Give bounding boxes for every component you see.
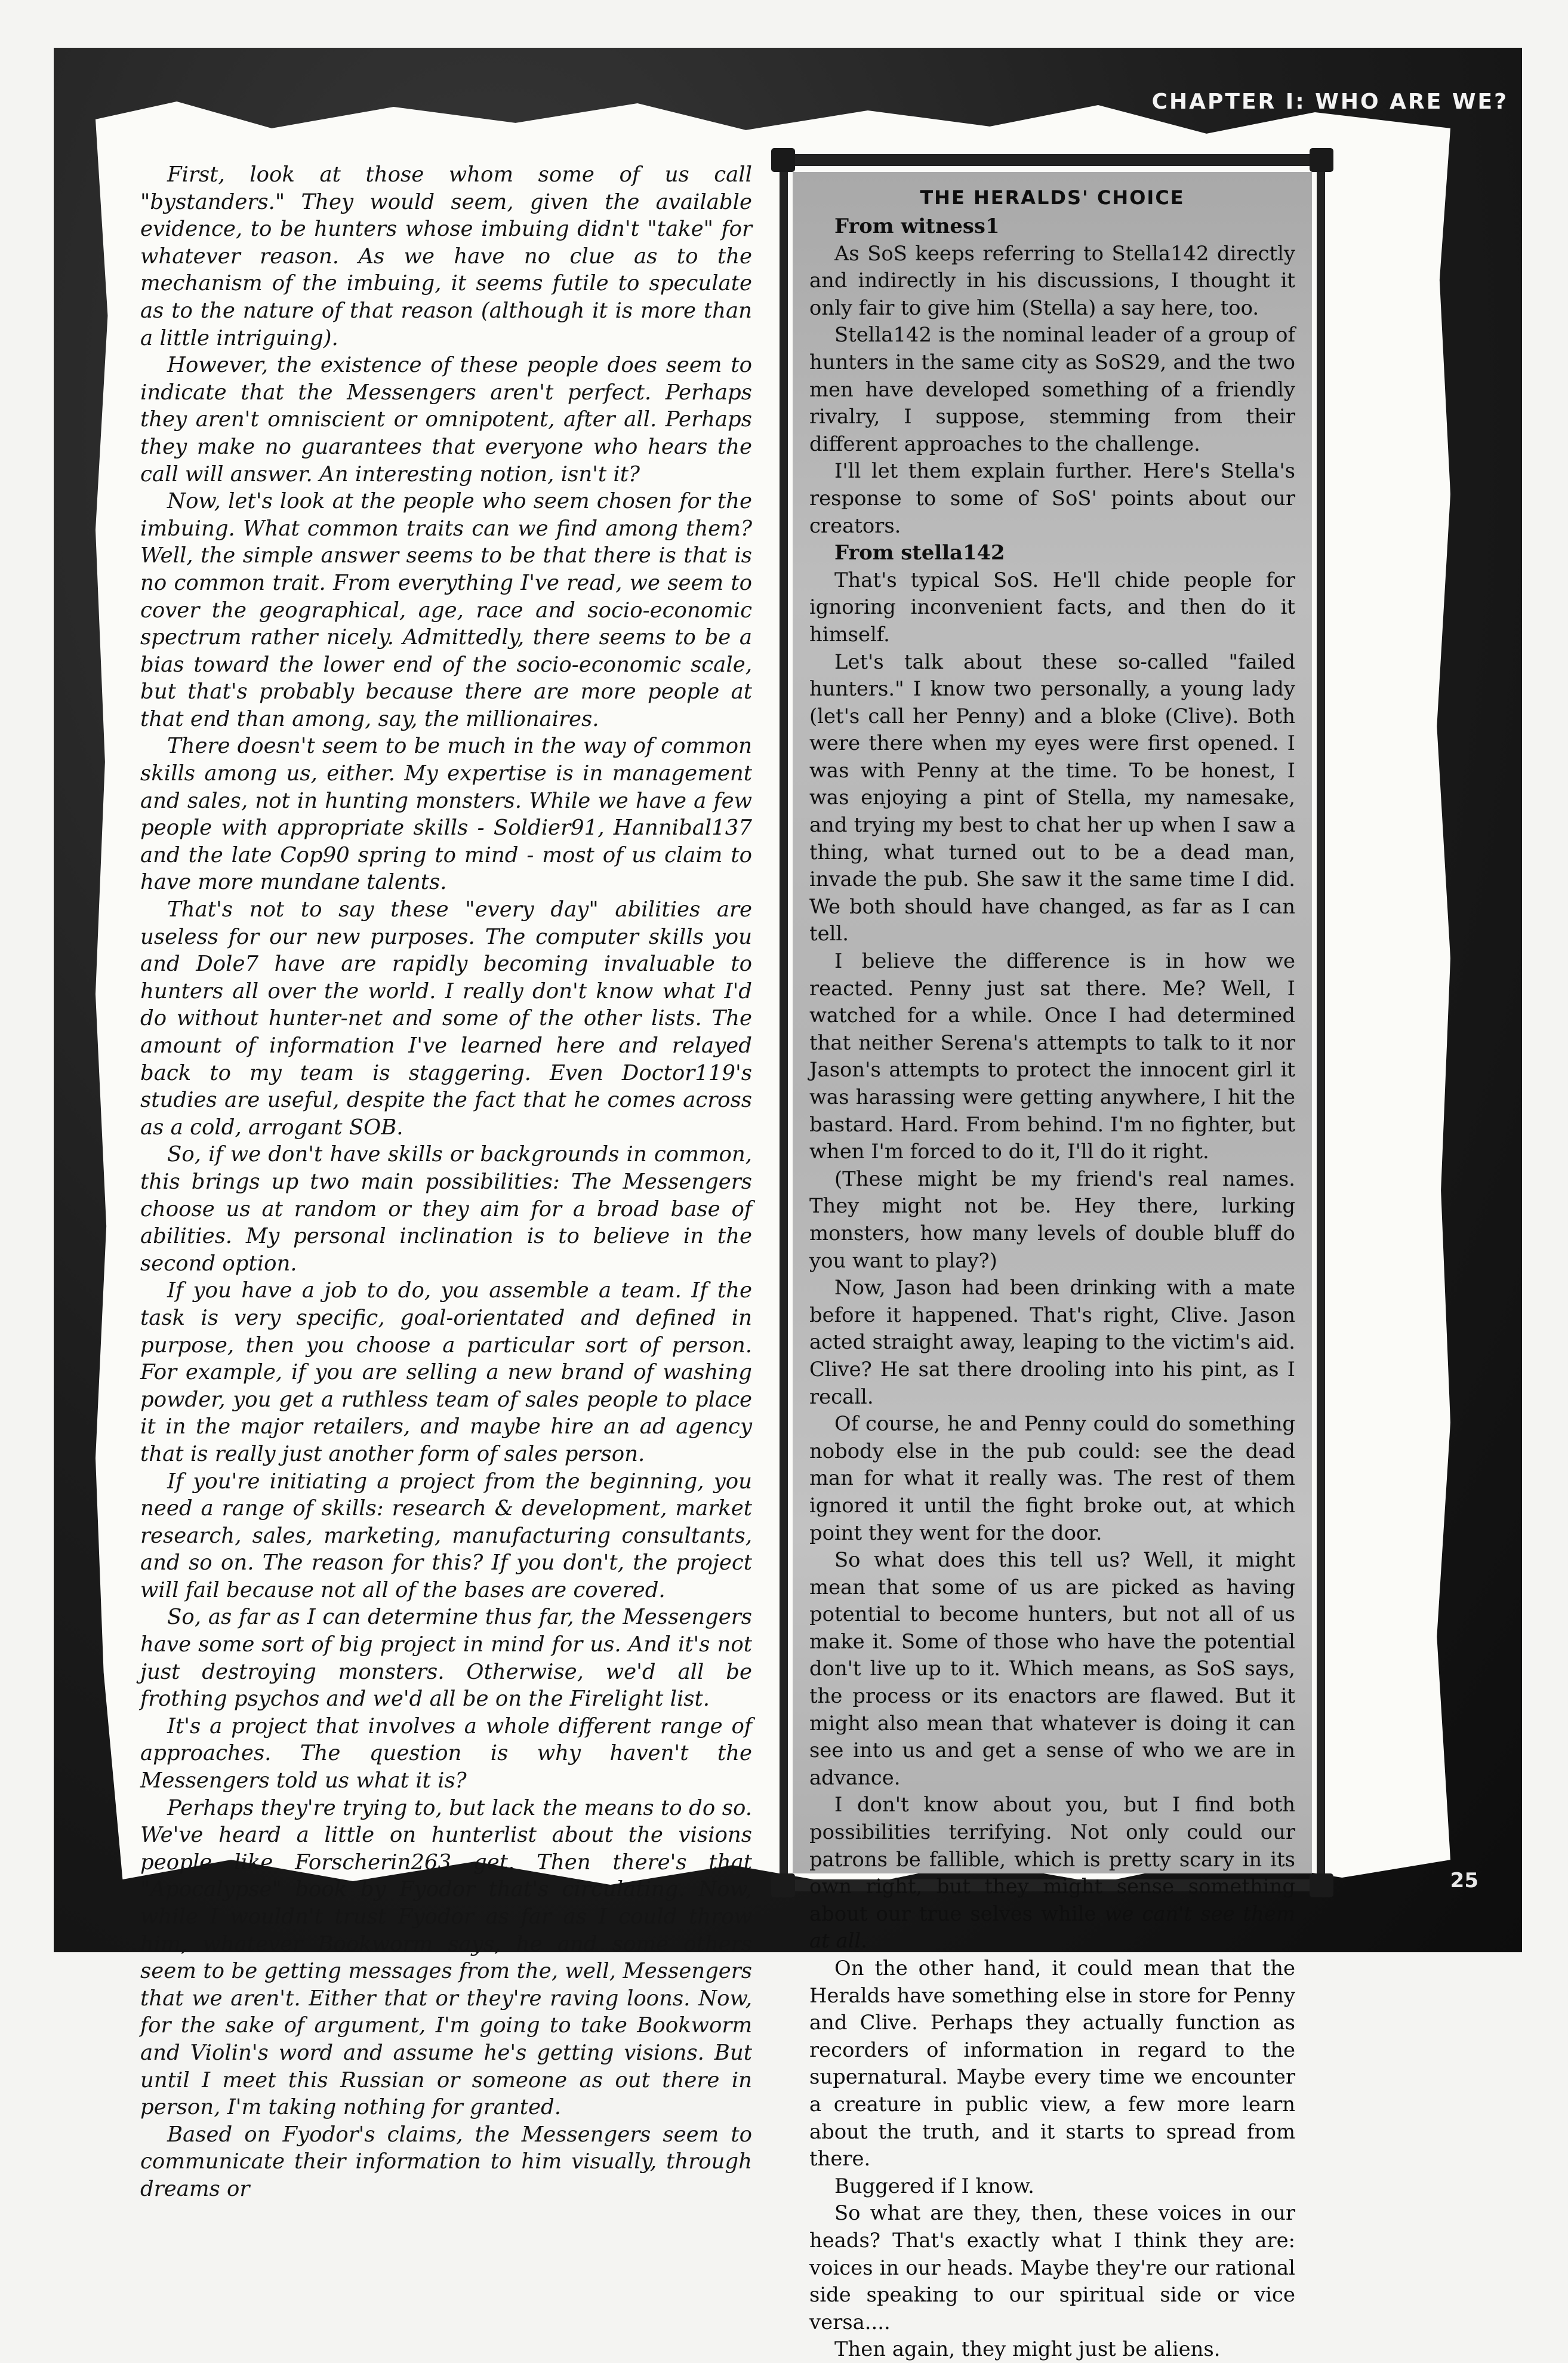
sidebar-title: THE HERALDS' CHOICE — [920, 186, 1185, 209]
sidebar-frame-right — [1317, 154, 1325, 1891]
emphasis-text: we can't see them at all — [809, 1902, 1295, 1953]
sidebar-paragraph: (These might be my friend's real names. They might not be. Hey there, lurking monsters, how many levels of double bluff do you want to play?) — [809, 1167, 1295, 1272]
body-paragraph: If you have a job to do, you assemble a team. If the task is very specific, goal-orientated and defined in purpose, then you choose a particular sort of person. For example, if you are selling a new brand of washing powder, you get a ruthless team of sales people to place it in the major retailers, and maybe hire an ad agency that is really just another form of sales person. — [140, 1278, 752, 1466]
sidebar-paragraph: That's typical SoS. He'll chide people for ignoring inconvenient facts, and then do it himself. — [809, 568, 1295, 646]
body-paragraph: Perhaps they're trying to, but lack the means to do so. We've heard a little on hunterlist about the visions people like Forscherin263 get. Then there's that "Apocalypse" book by Fyodor that's circulating. Now, while I wouldn't trust Fyodor as far as I could throw him, whatever Bookworm says, he and some others seem to be getting messages from the, well, Messengers that we aren't. Either that or they're raving loons. Now, for the sake of argument, I'm going to take Bookworm and Violin's word and assume he's getting visions. But until I meet this Russian or someone as out there in person, I'm taking nothing for granted. — [140, 1795, 752, 2120]
body-paragraph: However, the existence of these people does seem to indicate that the Messengers aren't perfect. Perhaps they aren't omniscient or omnipotent, after all. Perhaps they make no guarantees that everyone who hears the call will answer. An interesting notion, isn't it? — [140, 353, 752, 487]
frame-corner-bottom-right — [1310, 1873, 1333, 1897]
sidebar-paragraph: Let's talk about these so-called "failed hunters." I know two personally, a young lady (let's call her Penny) and a bloke (Clive). Both were there when my eyes were first opened. I was with Penny at the time. To be honest, I was enjoying a pint of Stella, my namesake, and trying my best to chat her up when I saw a thing, what turned out to be a dead man, invade the pub. She saw it the same time I did. We both should have changed, as far as I can tell. — [809, 650, 1295, 946]
sidebar-paragraph: So what are they, then, these voices in our heads? That's exactly what I think they are: voices in our heads. Maybe they're our rational side speaking to our spiritual side or vice versa.... — [809, 2201, 1295, 2334]
body-paragraph: Now, let's look at the people who seem chosen for the imbuing. What common traits can we find among them? Well, the simple answer seems to be that there is that is no common trait. From everything I've read, we seem to cover the geographical, age, race and socio-economic spectrum rather nicely. Admittedly, there seems to be a bias toward the lower end of the socio-economic scale, but that's probably because there are more people at that end than among, say, the millionaires. — [140, 489, 752, 731]
sidebar-body — [793, 172, 1312, 2361]
sidebar-paragraph: Buggered if I know. — [834, 2174, 1034, 2198]
sidebar-paragraph: On the other hand, it could mean that the Heralds have something else in store for Penny and Clive. Perhaps they actually function as recorders of information in regard to the supernatural. Maybe every time we encounter a creature in public view, a few more learn about the truth, and it starts to spread from there. — [809, 1956, 1295, 2171]
sidebar-box — [775, 154, 1330, 2361]
sidebar-frame-top — [775, 154, 1330, 166]
sidebar-frame-left — [780, 154, 788, 1891]
frame-corner-bottom-left — [771, 1873, 795, 1897]
sidebar-paragraph-tail: . — [861, 1929, 867, 1953]
sidebar-paragraph: Now, Jason had been drinking with a mate before it happened. That's right, Clive. Jason acted straight away, leaping to the victim's aid. Clive? He sat there drooling into his pint, as I recall. — [809, 1276, 1295, 1408]
sidebar-paragraph: I'll let them explain further. Here's Stella's response to some of SoS' points about our creators. — [809, 459, 1295, 537]
chapter-header: CHAPTER I: WHO ARE WE? — [1151, 90, 1508, 114]
body-paragraph: There doesn't seem to be much in the way of common skills among us, either. My expertise is in management and sales, not in hunting monsters. While we have a few people with appropriate skills - Soldier91, Hannibal137 and the late Cop90 spring to mind - most of us claim to have more mundane talents. — [140, 734, 752, 895]
sidebar-paragraph: Of course, he and Penny could do something nobody else in the pub could: see the dead man for what it really was. The rest of them ignored it until the fight broke out, at which point they went for the door. — [809, 1412, 1295, 1544]
body-paragraph: That's not to say these "every day" abilities are useless for our new purposes. The computer skills you and Dole7 have are rapidly becoming invaluable to hunters all over the world. I really don't know what I'd do without hunter-net and some of the other lists. The amount of information I've learned here and relayed back to my team is staggering. Even Doctor119's studies are useful, despite the fact that he comes across as a cold, arrogant SOB. — [140, 897, 752, 1140]
sidebar-paragraph: I believe the difference is in how we reacted. Penny just sat there. Me? Well, I watched for a while. Once I had determined that neither Serena's attempts to talk to it nor Jason's attempts to protect the innocent girl it was harassing were getting anywhere, I hit the bastard. Hard. From behind. I'm no fighter, but when I'm forced to do it, I'll do it right. — [809, 949, 1295, 1164]
sidebar-paragraph: Then again, they might just be aliens. — [834, 2337, 1221, 2361]
body-paragraph: So, as far as I can determine thus far, the Messengers have some sort of big project in mind for us. And it's not just destroying monsters. Otherwise, we'd all be frothing psychos and we'd all be on the Firelight list. — [140, 1605, 752, 1712]
main-text-column — [140, 161, 752, 2203]
sidebar-paragraph-text: I don't know about you, but I find both possibilities terrifying. Not only could our patrons be fallible, which is pretty scary in its own right, but they might sense something about our true selves while — [809, 1793, 1295, 1925]
body-paragraph: It's a project that involves a whole different range of approaches. The question is why haven't the Messengers told us what it is? — [140, 1713, 752, 1793]
sidebar-paragraph: Stella142 is the nominal leader of a group of hunters in the same city as SoS29, and the two men have developed something of a friendly rivalry, I suppose, stemming from their different approaches to the challenge. — [809, 323, 1295, 456]
sidebar-paragraph: So what does this tell us? Well, it might mean that some of us are picked as having potential to become hunters, but not all of us make it. Some of those who have the potential don't live up to it. Which means, as SoS says, the process or its enactors are flawed. But it might also mean that whatever is doing it can see into us and get a sense of who we are in advance. — [809, 1548, 1295, 1789]
frame-corner-top-left — [771, 148, 795, 172]
body-paragraph: So, if we don't have skills or backgrounds in common, this brings up two main possibilities: The Messengers choose us at random or they aim for a broad base of abilities. My personal inclination is to believe in the second option. — [140, 1142, 752, 1276]
sidebar-paragraph — [809, 1791, 1295, 1955]
post-author-line: From stella142 — [834, 540, 1005, 565]
frame-corner-top-right — [1310, 148, 1333, 172]
sidebar-paragraph: As SoS keeps referring to Stella142 directly and indirectly in his discussions, I thought it only fair to give him (Stella) a say here, too. — [809, 241, 1295, 319]
body-paragraph: Based on Fyodor's claims, the Messengers seem to communicate their information to him visually, through dreams or — [140, 2122, 752, 2201]
page-number: 25 — [1450, 1869, 1478, 1893]
body-paragraph: If you're initiating a project from the beginning, you need a range of skills: research & development, market research, sales, marketing, manufacturing consultants, and so on. The reason for this? If you don't, the project will fail because not all of the bases are covered. — [140, 1469, 752, 1602]
body-paragraph: First, look at those whom some of us call "bystanders." They would seem, given the available evidence, to be hunters whose imbuing didn't "take" for whatever reason. As we have no clue as to the mechanism of the imbuing, it seems futile to speculate as to the nature of that reason (although it is more than a little intriguing). — [140, 162, 752, 350]
post-author-line: From witness1 — [834, 214, 1000, 238]
